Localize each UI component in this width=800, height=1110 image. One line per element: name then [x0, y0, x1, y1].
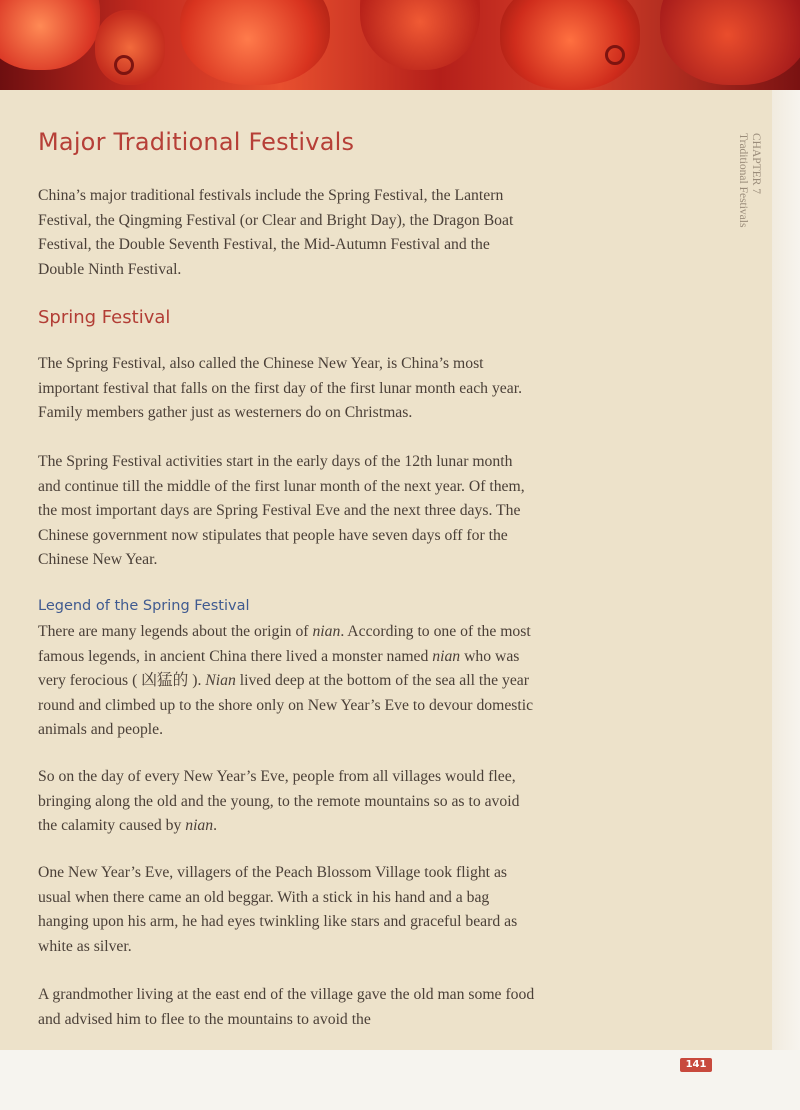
legend-paragraph: One New Year’s Eve, villagers of the Peach Blossom Village took flight as usual when there came an old beggar. With a stick in his hand and a bag hanging upon his arm, he had eyes twinkling like stars and graceful beard as white as silver. — [38, 864, 518, 955]
lantern-photo-banner — [0, 0, 800, 90]
lantern-knot-decoration — [114, 55, 134, 75]
lantern-knot-decoration — [605, 45, 625, 65]
page-number-badge: 141 — [680, 1058, 712, 1072]
legend-paragraph: A grandmother living at the east end of the village gave the old man some food and advised him to flee to the mountains to avoid the — [38, 986, 535, 1028]
spring-festival-paragraph: The Spring Festival, also called the Chinese New Year, is China’s most important festival that falls on the first day of the first lunar month each year. Family members gather just as westerners do on Christmas. — [38, 355, 522, 421]
nian-term: nian — [312, 623, 341, 640]
legend-text: . — [213, 817, 218, 834]
legend-text: who was very ferocious ( 凶猛的 ). — [38, 647, 520, 689]
intro-paragraph: China’s major traditional festivals include the Spring Festival, the Lantern Festival, the Qingming Festival (or Clear and Bright Day), the Dragon Boat Festival, the Double Seventh Festival, the Mid-Autumn Festival and the Double Ninth Festival. — [38, 187, 514, 278]
legend-heading: Legend of the Spring Festival — [38, 598, 250, 614]
legend-text: . According to one of the most famous legends, in ancient China there lived a monster named — [38, 623, 531, 665]
lantern-image — [95, 10, 165, 85]
lantern-image — [660, 0, 800, 85]
legend-text: lived deep at the bottom of the sea all the year round and climbed up to the shore only on New Year’s Eve to devour domestic animals and people. — [38, 672, 534, 738]
legend-paragraph — [38, 620, 538, 743]
chapter-side-label — [736, 133, 762, 227]
lantern-image — [360, 0, 480, 70]
lantern-image — [0, 0, 100, 70]
nian-term: Nian — [205, 672, 236, 689]
spring-festival-heading: Spring Festival — [38, 307, 171, 328]
chapter-number: CHAPTER 7 — [750, 133, 762, 195]
page-title: Major Traditional Festivals — [38, 128, 355, 156]
lantern-image — [180, 0, 330, 85]
spring-festival-paragraph: The Spring Festival activities start in the early days of the 12th lunar month and continue till the middle of the first lunar month of the next year. Of them, the most important days are Spring Festival Eve and the next three days. The Chinese government now stipulates that people have seven days off for the Chinese New Year. — [38, 453, 525, 568]
legend-text: So on the day of every New Year’s Eve, people from all villages would flee, bringing along the old and the young, to the remote mountains so as to avoid the calamity caused by — [38, 768, 520, 834]
legend-paragraph — [38, 765, 538, 839]
page-margin-strip — [772, 90, 800, 1050]
chapter-title: Traditional Festivals — [737, 133, 749, 228]
nian-term: nian — [185, 817, 214, 834]
legend-text: There are many legends about the origin of — [38, 623, 313, 640]
nian-term: nian — [432, 647, 461, 665]
